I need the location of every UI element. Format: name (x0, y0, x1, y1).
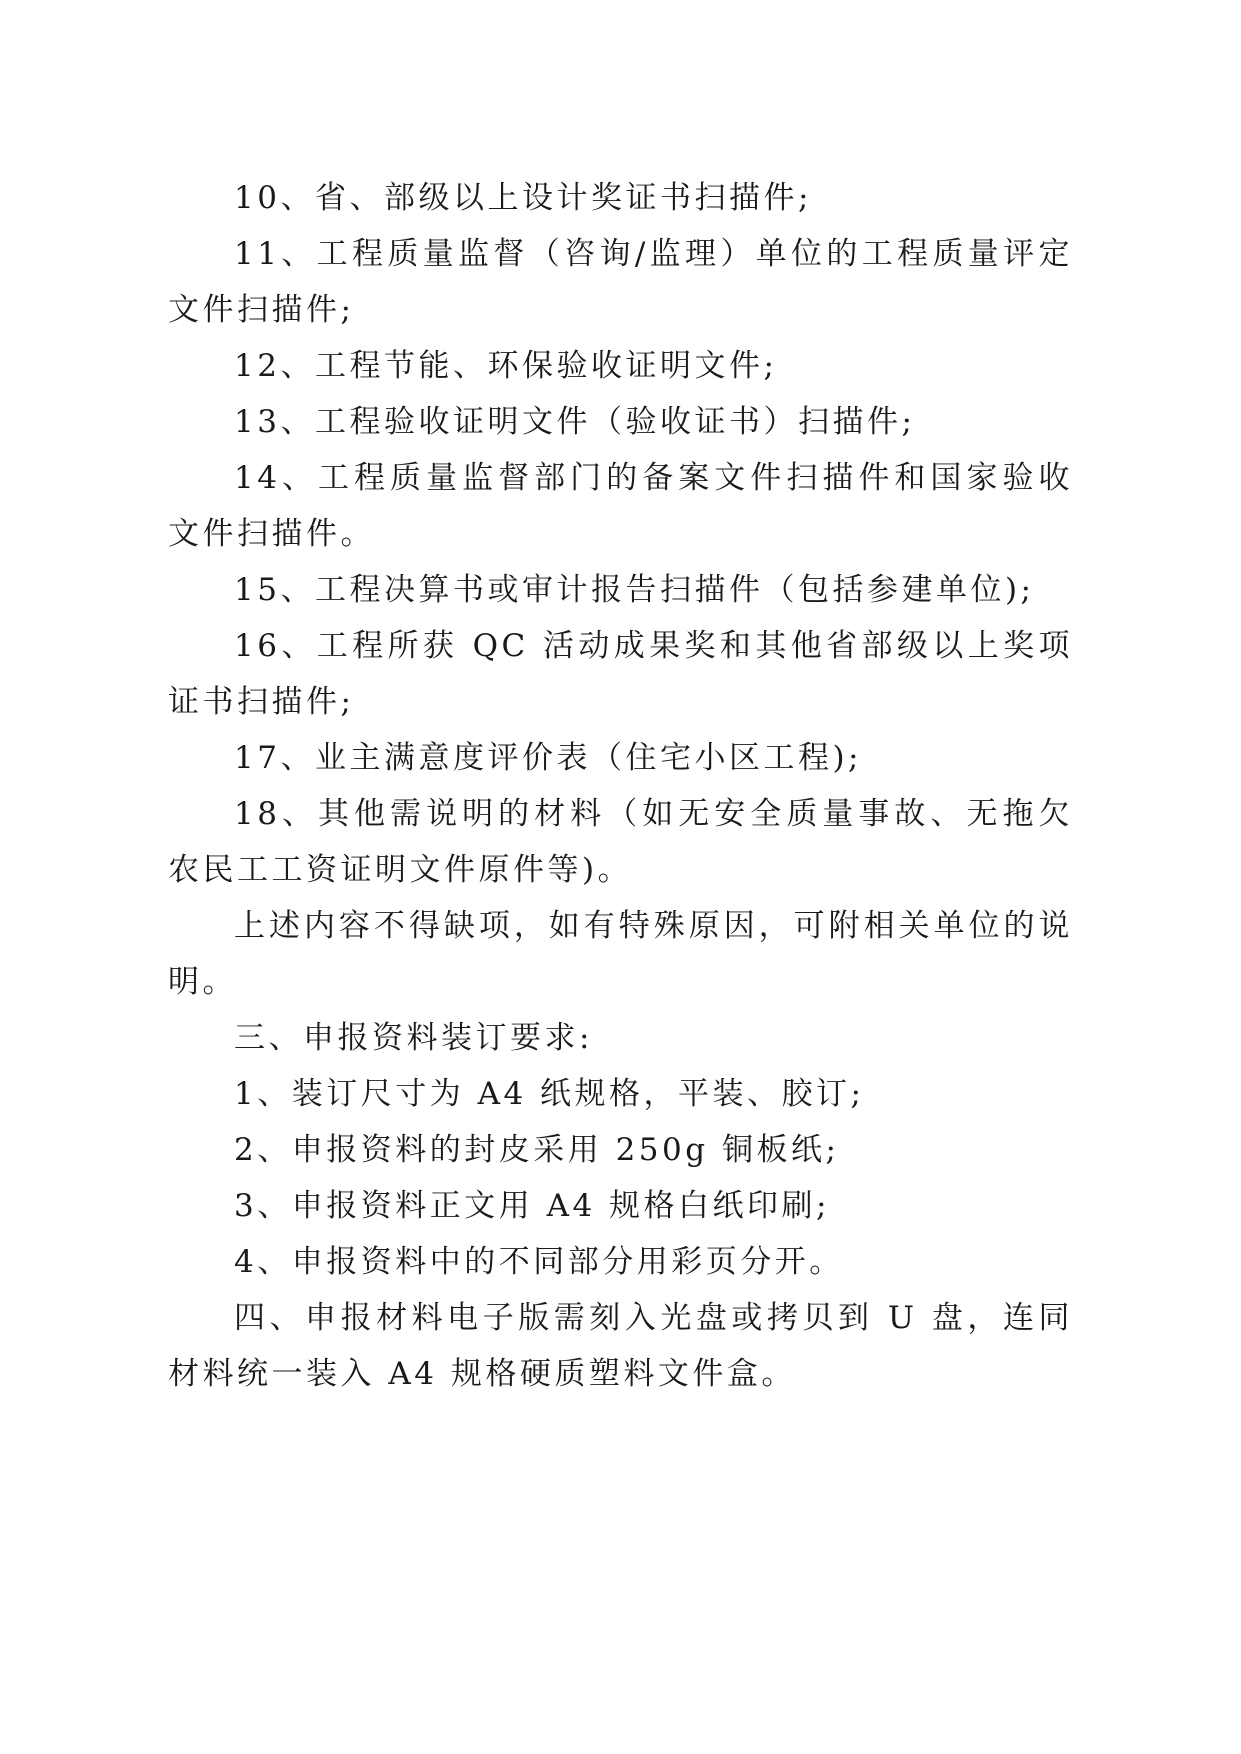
item-10: 10、省、部级以上设计奖证书扫描件; (234, 180, 812, 216)
section-4-paragraph: 四、申报材料电子版需刻入光盘或拷贝到 U 盘，连同材料统一装入 A4 规格硬质塑料文件盒。 (168, 1300, 1073, 1392)
binding-item-2: 2、申报资料的封皮采用 250g 铜板纸; (234, 1132, 840, 1168)
section-3-heading: 三、申报资料装订要求: (234, 1020, 593, 1056)
note-paragraph: 上述内容不得缺项，如有特殊原因，可附相关单位的说明。 (168, 908, 1073, 1000)
document-body (168, 170, 1073, 1402)
item-14: 14、工程质量监督部门的备案文件扫描件和国家验收文件扫描件。 (168, 460, 1073, 552)
binding-item-1: 1、装订尺寸为 A4 纸规格，平装、胶订; (234, 1076, 865, 1112)
item-15: 15、工程决算书或审计报告扫描件（包括参建单位); (234, 572, 1035, 608)
item-11: 11、工程质量监督（咨询/监理）单位的工程质量评定文件扫描件; (168, 236, 1073, 328)
item-13: 13、工程验收证明文件（验收证书）扫描件; (234, 404, 916, 440)
item-18: 18、其他需说明的材料（如无安全质量事故、无拖欠农民工工资证明文件原件等)。 (168, 796, 1073, 888)
item-17: 17、业主满意度评价表（住宅小区工程); (234, 740, 862, 776)
binding-item-4: 4、申报资料中的不同部分用彩页分开。 (234, 1244, 844, 1280)
item-12: 12、工程节能、环保验收证明文件; (234, 348, 778, 384)
item-16: 16、工程所获 QC 活动成果奖和其他省部级以上奖项证书扫描件; (168, 628, 1073, 720)
binding-item-3: 3、申报资料正文用 A4 规格白纸印刷; (234, 1188, 830, 1224)
